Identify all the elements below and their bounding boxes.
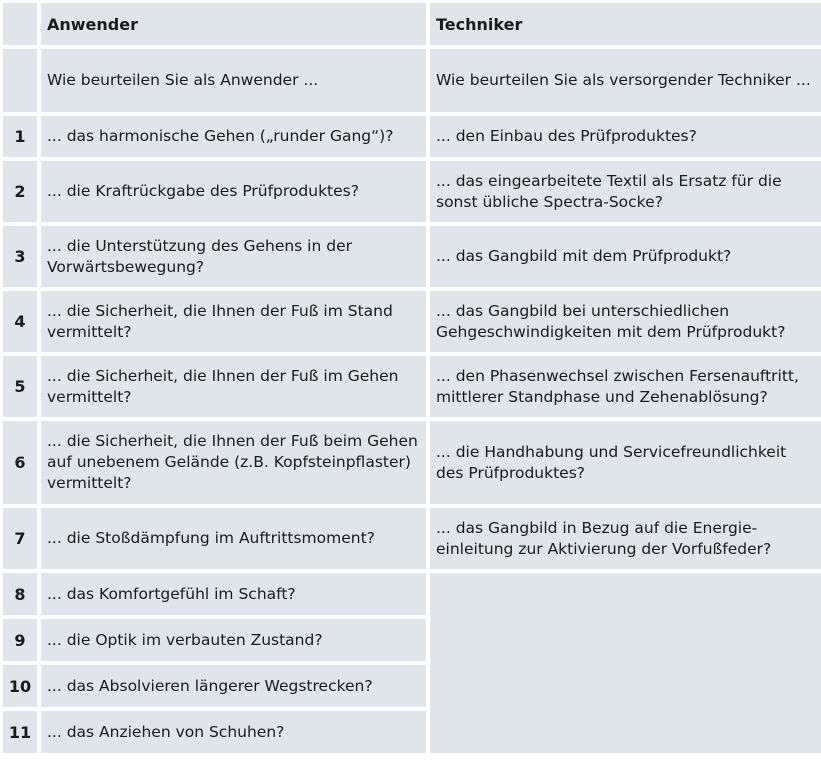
intro-techniker: Wie beurteilen Sie als versorgender Techniker ... [430, 49, 821, 112]
anwender-question: ... die Sicherheit, die Ihnen der Fuß beim Gehen auf unebenem Gelände (z.B. Kopfsteinpflaster) vermittelt? [41, 421, 426, 504]
header-techniker: Techniker [430, 3, 821, 45]
anwender-question: ... die Stoßdämpfung im Auftrittsmoment? [41, 508, 426, 569]
techniker-question: ... den Phasenwechsel zwischen Fersenauftritt, mittlerer Standphase und Zehenablösung? [430, 356, 821, 417]
table-row [3, 116, 821, 157]
row-number: 10 [3, 665, 37, 707]
anwender-question: ... die Unterstützung des Gehens in der Vorwärtsbewegung? [41, 226, 426, 287]
anwender-question: ... die Sicherheit, die Ihnen der Fuß im Gehen vermittelt? [41, 356, 426, 417]
table-row [3, 161, 821, 222]
techniker-question: ... den Einbau des Prüfproduktes? [430, 116, 821, 157]
techniker-empty-cell [430, 573, 821, 753]
anwender-question: ... die Kraftrückgabe des Prüfproduktes? [41, 161, 426, 222]
anwender-question: ... die Sicherheit, die Ihnen der Fuß im Stand vermittelt? [41, 291, 426, 352]
table-row [3, 226, 821, 287]
techniker-question: ... das Gangbild bei unterschiedlichen Gehgeschwindigkeiten mit dem Prüfprodukt? [430, 291, 821, 352]
anwender-question: ... das Anziehen von Schuhen? [41, 711, 426, 753]
row-number: 2 [3, 161, 37, 222]
intro-number-cell [3, 49, 37, 112]
table-row [3, 573, 821, 615]
row-number: 6 [3, 421, 37, 504]
header-number-cell [3, 3, 37, 45]
table-row [3, 356, 821, 417]
row-number: 5 [3, 356, 37, 417]
row-number: 8 [3, 573, 37, 615]
row-number: 4 [3, 291, 37, 352]
anwender-question: ... die Optik im verbauten Zustand? [41, 619, 426, 661]
row-number: 7 [3, 508, 37, 569]
table-row [3, 291, 821, 352]
table-row [3, 421, 821, 504]
row-number: 1 [3, 116, 37, 157]
intro-anwender: Wie beurteilen Sie als Anwender ... [41, 49, 426, 112]
techniker-question: ... die Handhabung und Servicefreundlichkeit des Prüfproduktes? [430, 421, 821, 504]
anwender-question: ... das Komfortgefühl im Schaft? [41, 573, 426, 615]
row-number: 9 [3, 619, 37, 661]
row-number: 11 [3, 711, 37, 753]
techniker-question: ... das Gangbild mit dem Prüfprodukt? [430, 226, 821, 287]
header-row [3, 3, 821, 45]
intro-row [3, 49, 821, 112]
header-anwender: Anwender [41, 3, 426, 45]
anwender-question: ... das harmonische Gehen („runder Gang“)? [41, 116, 426, 157]
row-number: 3 [3, 226, 37, 287]
anwender-question: ... das Absolvieren längerer Wegstrecken? [41, 665, 426, 707]
techniker-question: ... das Gangbild in Bezug auf die Energie-einleitung zur Aktivierung der Vorfußfeder? [430, 508, 821, 569]
table-row [3, 508, 821, 569]
techniker-question: ... das eingearbeitete Textil als Ersatz für die sonst übliche Spectra-Socke? [430, 161, 821, 222]
